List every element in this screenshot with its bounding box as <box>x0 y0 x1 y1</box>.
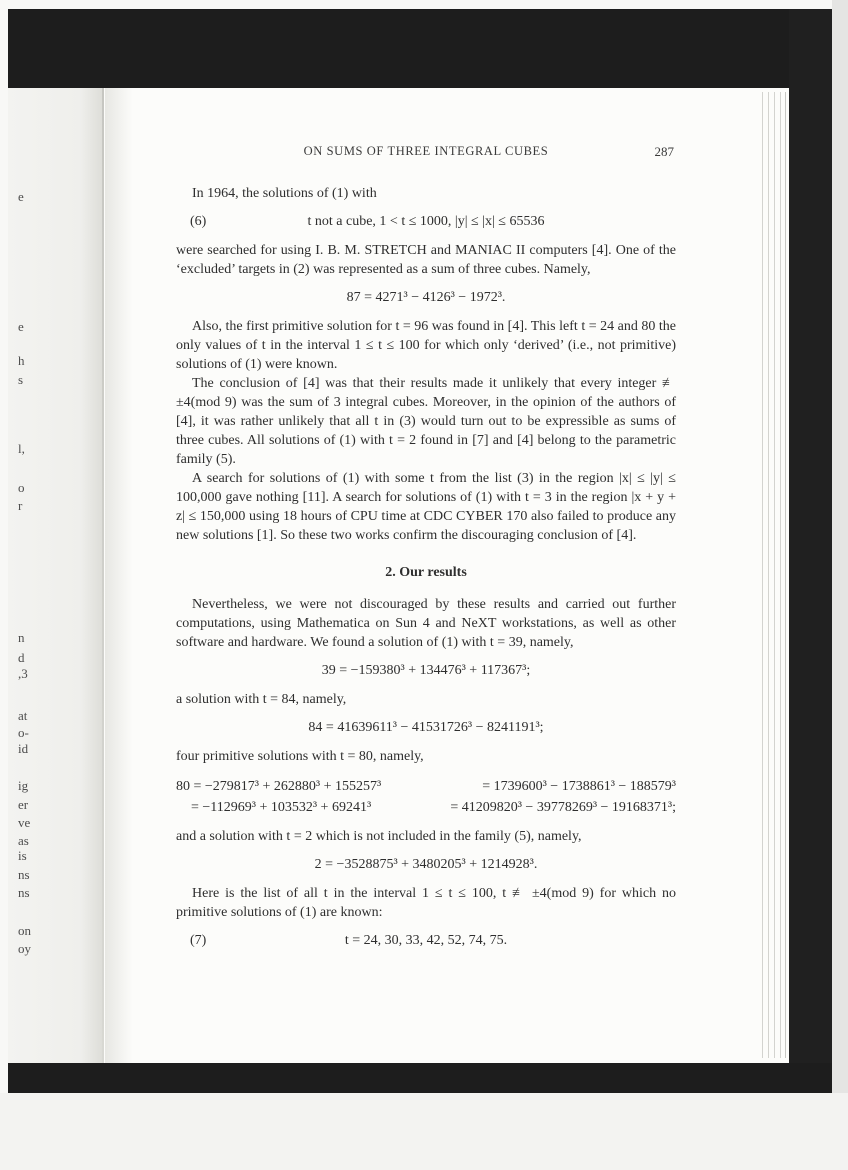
cutoff-letter: ve <box>18 815 31 830</box>
scan-margin-top <box>0 0 848 9</box>
cutoff-letter: ns <box>18 867 30 882</box>
page-edge-line <box>768 92 769 1058</box>
equation-80-block <box>176 776 676 818</box>
equation-80-row2-right: = 41209820³ − 39778269³ − 19168371³; <box>450 800 676 815</box>
cutoff-letter: r <box>18 498 23 513</box>
equation-6-label: (6) <box>190 214 207 229</box>
equation-39 <box>176 661 676 680</box>
scan-margin-left <box>0 0 8 1093</box>
cutoff-letter: ig <box>18 778 29 793</box>
book-cover-band-bottom <box>8 1063 832 1093</box>
book-cover-band-right <box>789 9 832 1093</box>
paragraph-t84: a solution with t = 84, namely, <box>176 692 347 707</box>
equation-80-row1-right: = 1739600³ − 1738861³ − 188579³ <box>482 779 676 794</box>
cutoff-letter: is <box>18 848 27 863</box>
equation-7 <box>176 931 676 950</box>
paragraph-conclusion: The conclusion of [4] was that their results made it unlikely that every integer ≢ ±4(mod 9) was the sum of 3 integral cubes. Moreover, in the opinion of the authors of [4], it was rather unlikely that all t in (3) would turn out to be expressible as sums of three cubes. All solutions of (1) with t = 2 found in [7] and [4] belong to the parametric family (5). <box>176 376 676 467</box>
cutoff-letter: h <box>18 353 25 368</box>
equation-7-formula: t = 24, 30, 33, 42, 52, 74, 75. <box>344 933 508 948</box>
cutoff-letter: id <box>18 741 29 756</box>
paragraph-t2: and a solution with t = 2 which is not included in the family (5), namely, <box>176 829 582 844</box>
equation-80-row2-left: = −112969³ + 103532³ + 69241³ <box>191 800 372 815</box>
facing-page-sliver <box>8 88 104 1063</box>
cutoff-letter: on <box>18 923 31 938</box>
paragraph-here: Here is the list of all t in the interval 1 ≤ t ≤ 100, t ≢ ±4(mod 9) for which no primitive solutions of (1) are known: <box>176 886 676 920</box>
equation-6-formula: t not a cube, 1 < t ≤ 1000, |y| ≤ |x| ≤ 65536 <box>307 214 545 229</box>
paragraph-also: Also, the first primitive solution for t = 96 was found in [4]. This left t = 24 and 80 the only values of t in the interval 1 ≤ t ≤ 100 for which only ‘derived’ (i.e., not primitive) solutions of (1) were known. <box>176 319 676 372</box>
equation-84 <box>176 718 676 737</box>
equation-87-formula: 87 = 4271³ − 4126³ − 1972³. <box>346 290 506 305</box>
text-column <box>176 142 676 960</box>
section-heading: 2. Our results <box>385 565 467 580</box>
equation-87 <box>176 288 676 307</box>
paper-page <box>104 88 789 1063</box>
equation-80-row1 <box>176 776 676 797</box>
equation-80-row1-left: 80 = −279817³ + 262880³ + 155257³ <box>176 779 382 794</box>
page-edge-line <box>774 92 775 1058</box>
scan-margin-bottom <box>0 1093 848 1170</box>
cutoff-letter: s <box>18 372 24 387</box>
cutoff-letter: e <box>18 319 24 334</box>
running-title: ON SUMS OF THREE INTEGRAL CUBES <box>303 144 549 158</box>
scan-margin-right <box>832 0 848 1093</box>
equation-6 <box>176 212 676 231</box>
cutoff-letter: n <box>18 630 25 645</box>
paragraph-search: A search for solutions of (1) with some t from the list (3) in the region |x| ≤ |y| ≤ 100,000 gave nothing [11]. A search for solutions of (1) with t = 3 in the region |x + y + z| ≤ 150,000 using 18 hours of CPU time at CDC CYBER 170 also failed to produce any new solutions [1]. So these two works confirm the discouraging conclusion of [4]. <box>176 471 676 543</box>
cutoff-letter: ns <box>18 885 30 900</box>
cutoff-letter: e <box>18 189 24 204</box>
equation-84-formula: 84 = 41639611³ − 41531726³ − 8241191³; <box>308 720 544 735</box>
page-curve-shadow <box>105 88 133 1063</box>
cutoff-letter: er <box>18 797 29 812</box>
paragraph-nevertheless: Nevertheless, we were not discouraged by these results and carried out further computations, using Mathematica on Sun 4 and NeXT workstations, as well as other software and hardware. We found a solution of (1) with t = 39, namely, <box>176 597 676 650</box>
equation-2 <box>176 855 676 874</box>
cutoff-letter: d <box>18 650 25 665</box>
paragraph-searched: were searched for using I. B. M. STRETCH and MANIAC II computers [4]. One of the ‘excluded’ targets in (2) was represented as a sum of three cubes. Namely, <box>176 243 676 277</box>
cutoff-letter: at <box>18 708 28 723</box>
page-edge-line <box>762 92 763 1058</box>
running-head <box>176 142 676 161</box>
book-cover-band-top <box>8 9 832 88</box>
paragraph-t80: four primitive solutions with t = 80, namely, <box>176 749 424 764</box>
equation-80-row2 <box>176 797 676 818</box>
paragraph-intro: In 1964, the solutions of (1) with <box>192 186 377 201</box>
cutoff-letter: ,3 <box>18 666 28 681</box>
equation-2-formula: 2 = −3528875³ + 3480205³ + 1214928³. <box>314 857 538 872</box>
cutoff-letter: as <box>18 833 29 848</box>
equation-39-formula: 39 = −159380³ + 134476³ + 117367³; <box>321 663 531 678</box>
equation-7-label: (7) <box>190 933 207 948</box>
page-edge-line <box>780 92 781 1058</box>
cutoff-letter: l, <box>18 441 25 456</box>
page-number: 287 <box>654 144 674 159</box>
cutoff-letter: o <box>18 480 25 495</box>
cutoff-letter: o- <box>18 725 29 740</box>
page-edge-line <box>785 92 786 1058</box>
cutoff-letter: oy <box>18 941 31 956</box>
